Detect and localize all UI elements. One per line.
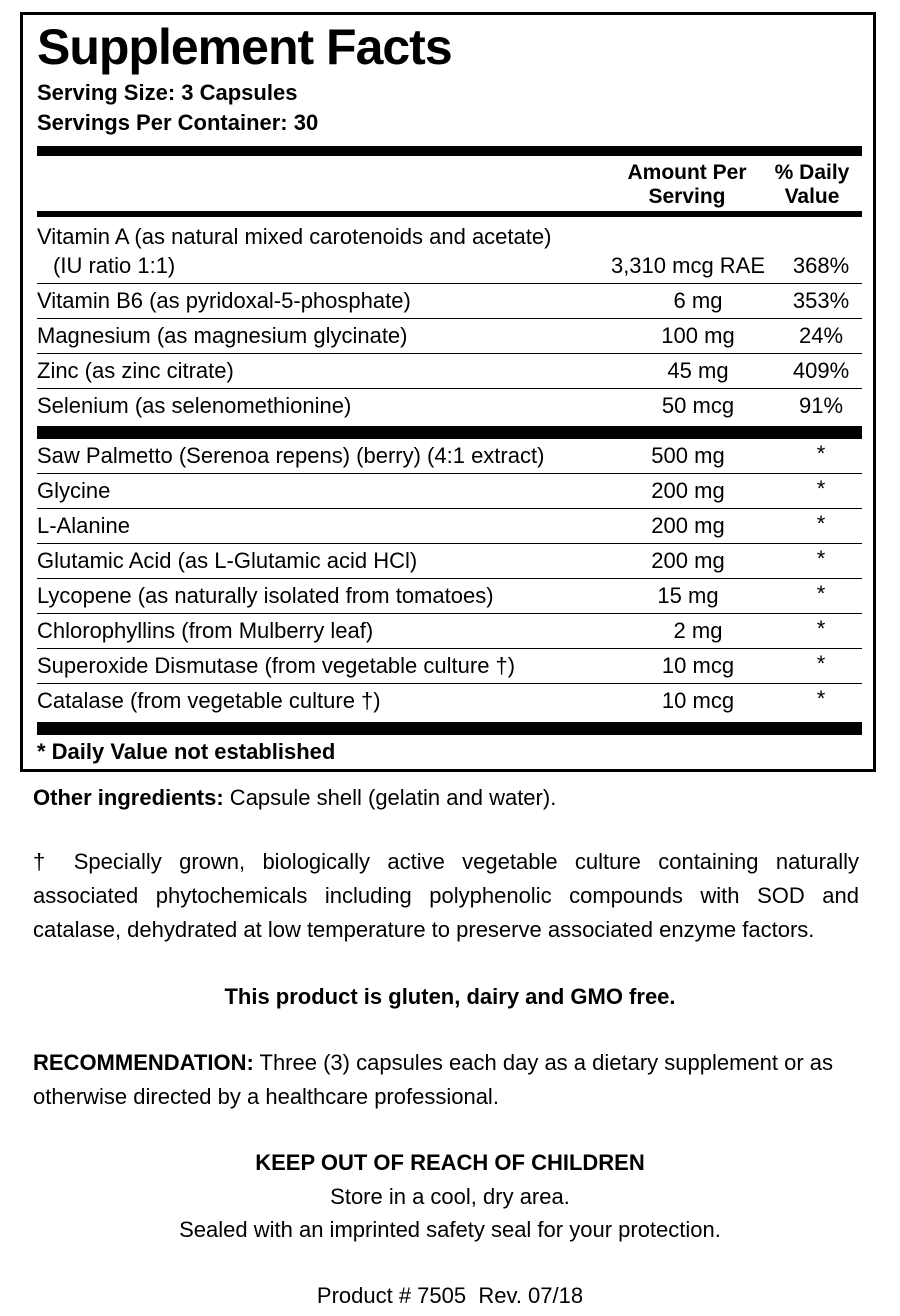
nutrient-dv: 409% xyxy=(792,358,850,383)
nutrient-amount: 100 mg xyxy=(661,323,735,348)
ingredient-dv: * xyxy=(816,581,826,606)
ingredient-dv: * xyxy=(816,616,826,641)
ingredient-amount: 10 mcg xyxy=(661,688,735,713)
nutrient-name: Zinc (as zinc citrate) xyxy=(37,358,234,383)
nutrient-name: Vitamin B6 (as pyridoxal-5-phosphate) xyxy=(37,288,411,313)
nutrient-dv: 353% xyxy=(792,288,850,313)
ingredient-name: Lycopene (as naturally isolated from tomatoes) xyxy=(37,583,494,608)
ingredient-dv: * xyxy=(816,686,826,711)
ingredient-name: Superoxide Dismutase (from vegetable culture †) xyxy=(37,653,516,678)
row-divider xyxy=(37,613,862,614)
ingredient-dv: * xyxy=(816,651,826,676)
servings-per-container: Servings Per Container: 30 xyxy=(37,110,319,135)
ingredient-name: L-Alanine xyxy=(37,513,130,538)
amount-header-line1: Amount Per xyxy=(627,161,747,184)
ingredient-name: Saw Palmetto (Serenoa repens) (berry) (4:1 extract) xyxy=(37,443,545,468)
recommendation-label: RECOMMENDATION: xyxy=(33,1050,254,1075)
panel-title: Supplement Facts xyxy=(37,19,452,75)
ingredient-name: Glycine xyxy=(37,478,111,503)
ingredient-amount: 500 mg xyxy=(651,443,725,468)
dv-column-header xyxy=(767,161,857,209)
ingredient-amount: 200 mg xyxy=(651,478,725,503)
thick-divider xyxy=(37,146,862,156)
ingredient-dv: * xyxy=(816,441,826,466)
thick-divider xyxy=(37,426,862,439)
warning: KEEP OUT OF REACH OF CHILDREN xyxy=(255,1150,645,1175)
daily-value-footnote: * Daily Value not established xyxy=(37,739,336,764)
dagger-note: † Specially grown, biologically active vegetable culture containing naturally associated phytochemicals including polyphenolic compounds with SOD and catalase, dehydrated at low temperature to preserve associated enzyme factors. xyxy=(33,849,859,942)
medium-divider xyxy=(37,211,862,217)
recommendation xyxy=(33,1046,859,1114)
row-divider xyxy=(37,473,862,474)
amount-header-line2: Serving xyxy=(648,185,726,208)
nutrient-name: Vitamin A (as natural mixed carotenoids and acetate) xyxy=(37,224,552,249)
thick-divider xyxy=(37,722,862,735)
nutrient-amount: 3,310 mcg RAE xyxy=(610,253,766,278)
row-divider xyxy=(37,318,862,319)
nutrient-dv: 24% xyxy=(798,323,844,348)
row-divider xyxy=(37,578,862,579)
other-ingredients-text: Capsule shell (gelatin and water). xyxy=(223,785,557,810)
dv-header-line1: % Daily xyxy=(774,161,850,184)
other-ingredients xyxy=(33,781,859,815)
nutrient-dv: 91% xyxy=(798,393,844,418)
nutrient-name: Magnesium (as magnesium glycinate) xyxy=(37,323,408,348)
ingredient-amount: 200 mg xyxy=(651,548,725,573)
ingredient-name: Glutamic Acid (as L-Glutamic acid HCl) xyxy=(37,548,418,573)
row-divider xyxy=(37,283,862,284)
nutrient-amount: 45 mg xyxy=(667,358,729,383)
row-divider xyxy=(37,353,862,354)
recommendation-text: Three (3) capsules each day as a dietary supplement or as otherwise directed by a healthcare professional. xyxy=(33,1050,834,1109)
row-divider xyxy=(37,388,862,389)
amount-column-header xyxy=(617,161,757,209)
nutrient-amount: 6 mg xyxy=(673,288,723,313)
row-divider xyxy=(37,683,862,684)
ingredient-dv: * xyxy=(816,476,826,501)
serving-size: Serving Size: 3 Capsules xyxy=(37,80,298,105)
storage-instructions: Store in a cool, dry area. xyxy=(330,1184,570,1209)
nutrient-name: Selenium (as selenomethionine) xyxy=(37,393,352,418)
ingredient-dv: * xyxy=(816,546,826,571)
supplement-facts-panel xyxy=(20,12,876,772)
row-divider xyxy=(37,508,862,509)
ingredient-name: Catalase (from vegetable culture †) xyxy=(37,688,381,713)
ingredient-dv: * xyxy=(816,511,826,536)
ingredient-amount: 200 mg xyxy=(651,513,725,538)
row-divider xyxy=(37,648,862,649)
seal-notice: Sealed with an imprinted safety seal for your protection. xyxy=(179,1217,721,1242)
ingredient-amount: 2 mg xyxy=(673,618,723,643)
nutrient-dv: 368% xyxy=(792,253,850,278)
row-divider xyxy=(37,543,862,544)
ingredient-amount: 10 mcg xyxy=(661,653,735,678)
free-from-statement: This product is gluten, dairy and GMO free. xyxy=(224,984,676,1009)
dv-header-line2: Value xyxy=(784,185,840,208)
ingredient-name: Chlorophyllins (from Mulberry leaf) xyxy=(37,618,374,643)
ingredient-amount: 15 mg xyxy=(657,583,719,608)
product-code: Product # 7505 Rev. 07/18 xyxy=(316,1283,584,1308)
nutrient-name-line2: (IU ratio 1:1) xyxy=(53,253,176,278)
nutrient-amount: 50 mcg xyxy=(661,393,735,418)
other-ingredients-label: Other ingredients: xyxy=(33,785,224,810)
